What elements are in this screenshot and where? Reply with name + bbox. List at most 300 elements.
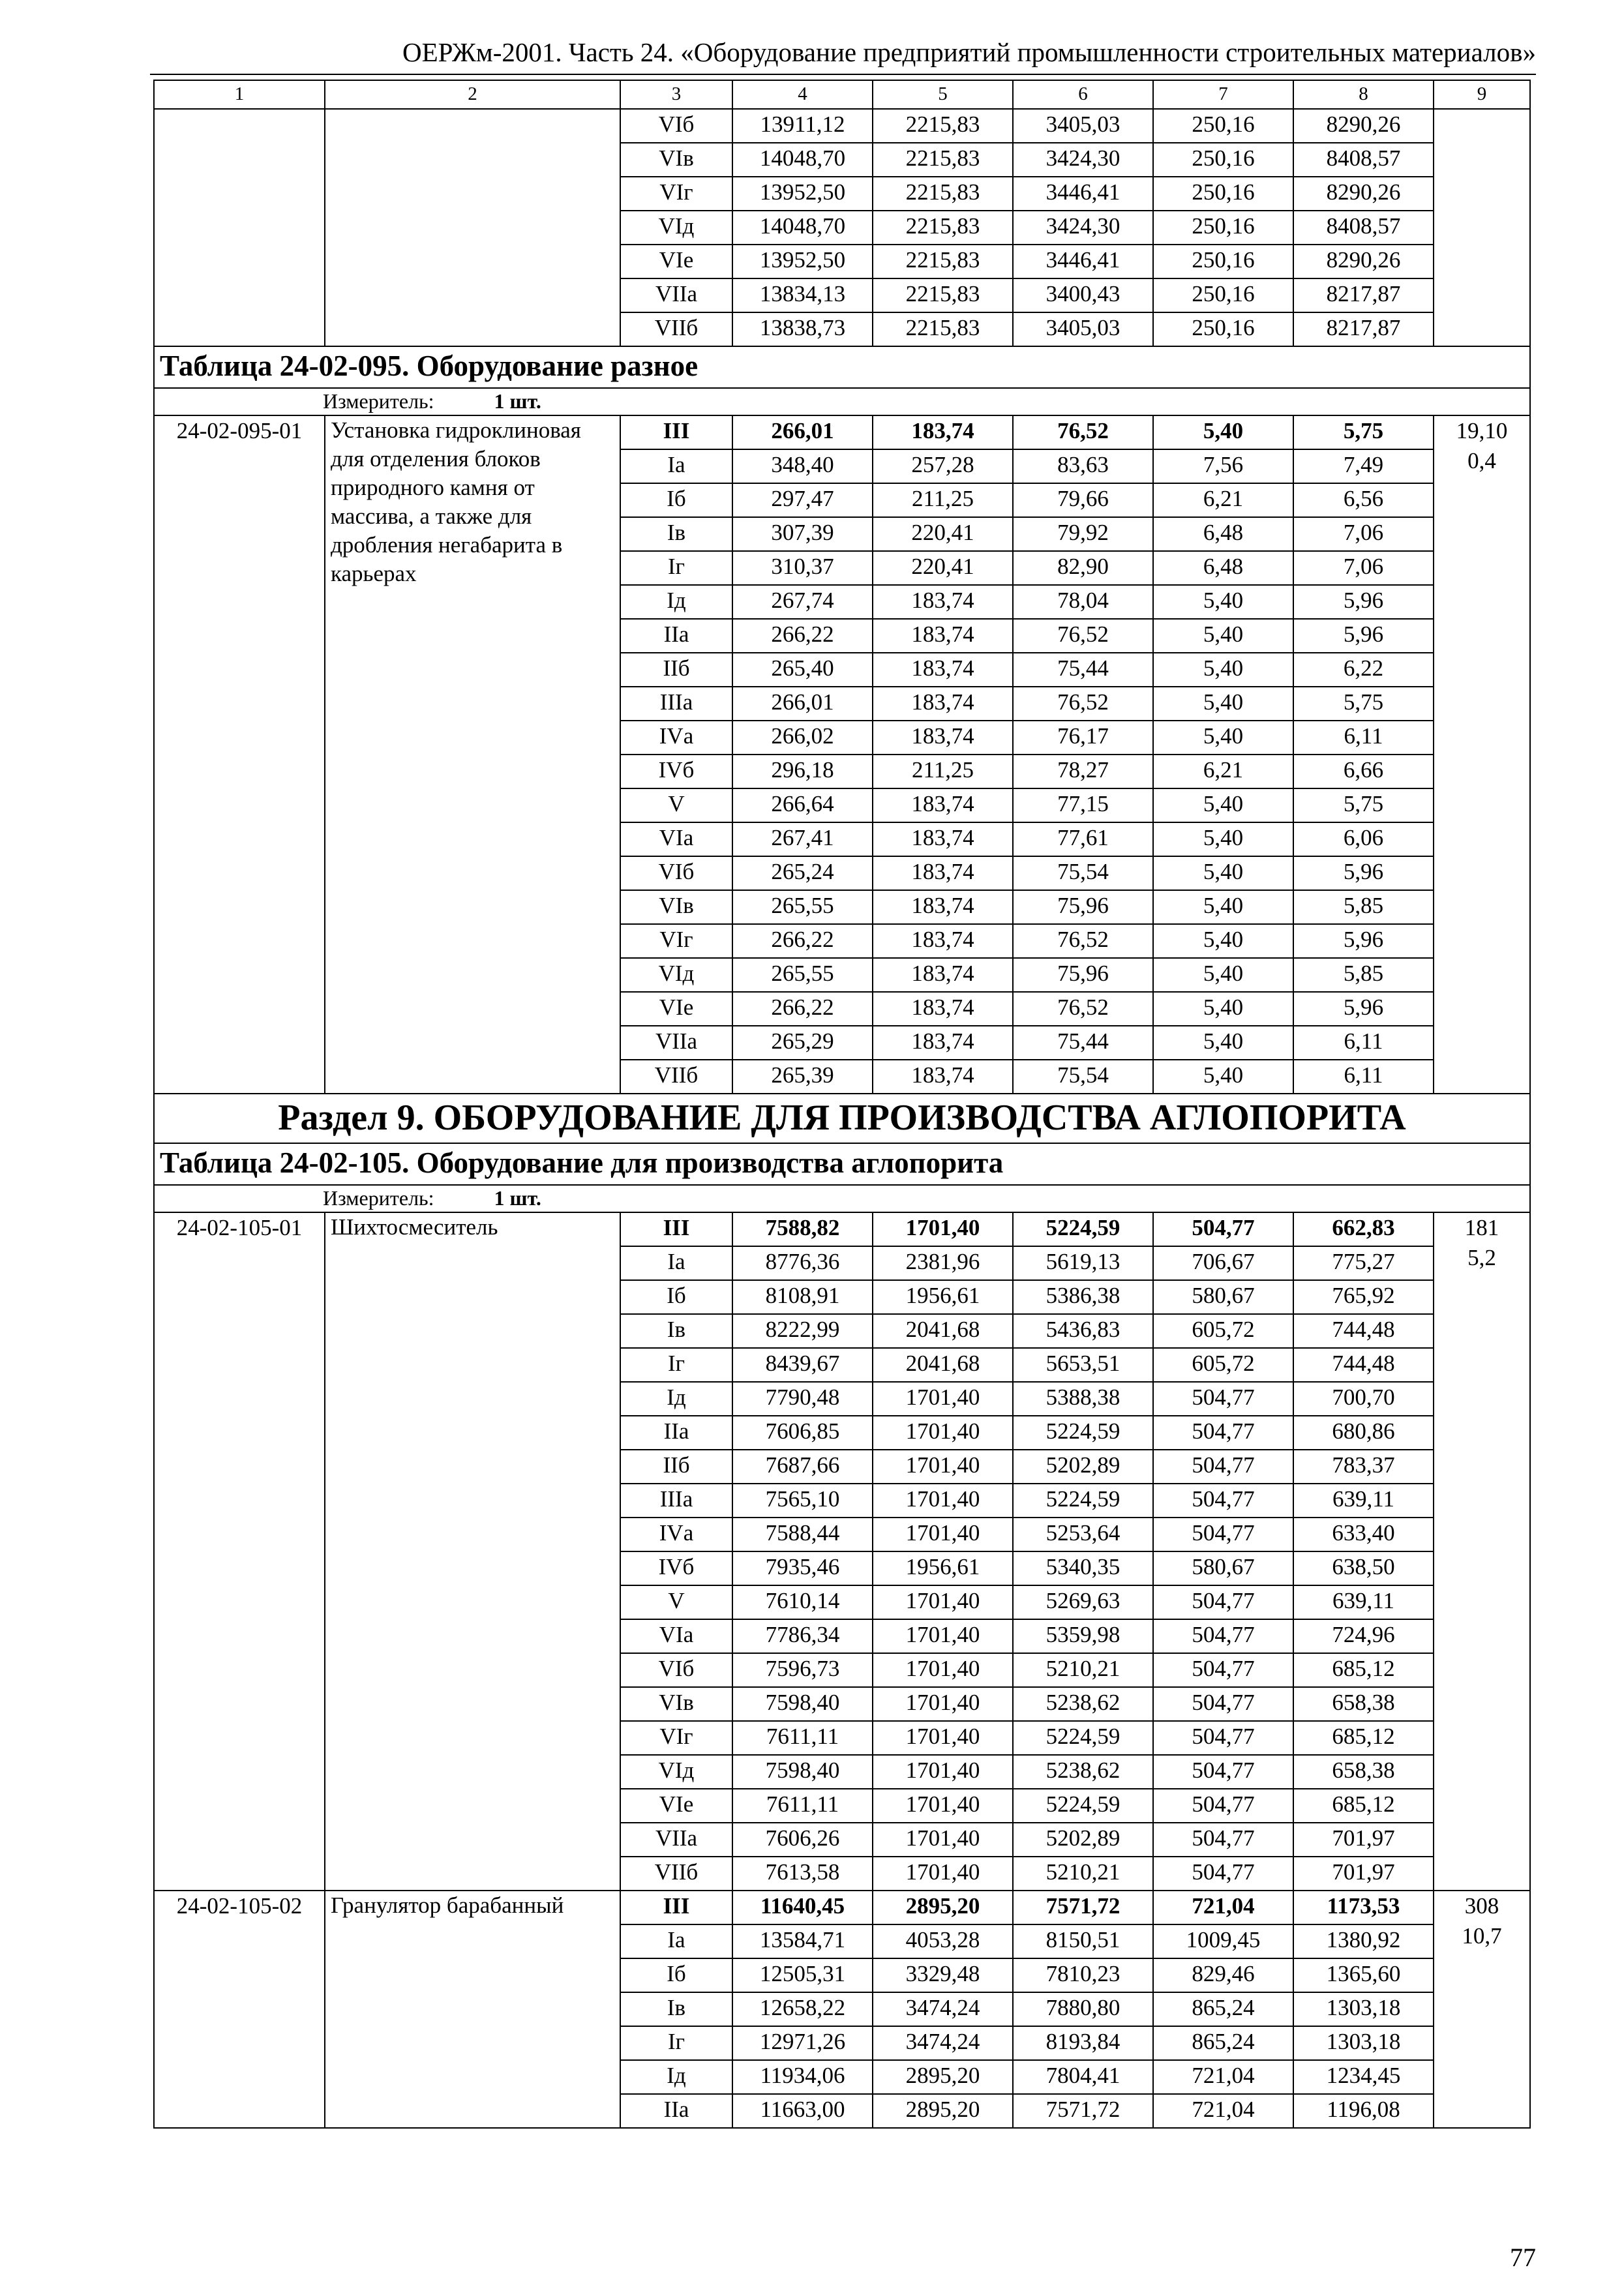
value-cell: 8108,91 [732, 1280, 873, 1314]
value-cell: 1701,40 [873, 1450, 1013, 1484]
value-cell: 7613,58 [732, 1857, 873, 1891]
value-cell: 183,74 [873, 822, 1013, 856]
measure-label: Измеритель: [323, 389, 434, 413]
value-cell: 3424,30 [1013, 211, 1153, 245]
value-cell: 7880,80 [1013, 1992, 1153, 2026]
value-cell: 8408,57 [1293, 143, 1434, 177]
value-cell: 504,77 [1153, 1382, 1293, 1416]
page-number: 77 [1510, 2243, 1536, 2272]
value-cell: 8193,84 [1013, 2026, 1153, 2060]
value-cell: 267,74 [732, 585, 873, 619]
value-cell: 865,24 [1153, 2026, 1293, 2060]
value-cell: 250,16 [1153, 278, 1293, 312]
value-cell: 75,44 [1013, 1026, 1153, 1060]
zone-cell: VIIа [620, 1823, 732, 1857]
value-cell: 1234,45 [1293, 2060, 1434, 2094]
value-cell: 5210,21 [1013, 1653, 1153, 1687]
table-title: Таблица 24-02-105. Оборудование для производства аглопорита [154, 1143, 1530, 1185]
value-cell: 6,22 [1293, 653, 1434, 687]
value-cell: 685,12 [1293, 1653, 1434, 1687]
zone-cell: III [620, 1212, 732, 1246]
value-cell: 7935,46 [732, 1551, 873, 1585]
value-cell: 2215,83 [873, 177, 1013, 211]
zone-cell: VIIб [620, 1857, 732, 1891]
value-cell: 6,11 [1293, 1026, 1434, 1060]
value-cell: 1701,40 [873, 1687, 1013, 1721]
value-cell: 12658,22 [732, 1992, 873, 2026]
value-cell: 1303,18 [1293, 1992, 1434, 2026]
measure-row [154, 1185, 1530, 1212]
value-cell: 783,37 [1293, 1450, 1434, 1484]
value-cell: 13952,50 [732, 177, 873, 211]
value-cell: 2895,20 [873, 2094, 1013, 2128]
zone-cell: IIа [620, 2094, 732, 2128]
value-cell: 8290,26 [1293, 109, 1434, 143]
description-cell: Шихтосмеситель [325, 1212, 620, 1891]
value-cell: 75,96 [1013, 890, 1153, 924]
table-title: Таблица 24-02-095. Оборудование разное [154, 346, 1530, 388]
value-cell: 266,02 [732, 721, 873, 755]
value-cell: 3446,41 [1013, 177, 1153, 211]
value-cell: 1009,45 [1153, 1924, 1293, 1958]
value-cell: 13911,12 [732, 109, 873, 143]
value-cell: 7810,23 [1013, 1958, 1153, 1992]
value-cell: 5,96 [1293, 619, 1434, 653]
value-cell: 266,22 [732, 992, 873, 1026]
measure-cell [154, 388, 1530, 415]
code-cell [154, 109, 325, 346]
table-row [154, 109, 1530, 143]
zone-cell: VIе [620, 992, 732, 1026]
zone-cell: VIб [620, 109, 732, 143]
zone-cell: Iа [620, 449, 732, 483]
value-cell: 11663,00 [732, 2094, 873, 2128]
value-cell: 504,77 [1153, 1653, 1293, 1687]
zone-cell: VIд [620, 1755, 732, 1789]
section-title-row [154, 1094, 1530, 1143]
zone-cell: Iв [620, 1314, 732, 1348]
value-cell: 1701,40 [873, 1653, 1013, 1687]
value-cell: 5269,63 [1013, 1585, 1153, 1619]
col9-cell [1434, 415, 1530, 1094]
zone-cell: Iб [620, 1280, 732, 1314]
value-cell: 75,54 [1013, 1060, 1153, 1094]
value-cell: 5,96 [1293, 585, 1434, 619]
value-cell: 5,96 [1293, 992, 1434, 1026]
value-cell: 744,48 [1293, 1348, 1434, 1382]
value-cell: 12505,31 [732, 1958, 873, 1992]
value-cell: 5,40 [1153, 1026, 1293, 1060]
zone-cell: IIа [620, 1416, 732, 1450]
zone-cell: VIг [620, 177, 732, 211]
zone-cell: Iг [620, 551, 732, 585]
value-cell: 7,49 [1293, 449, 1434, 483]
value-cell: 265,40 [732, 653, 873, 687]
value-cell: 5,40 [1153, 687, 1293, 721]
value-cell: 3329,48 [873, 1958, 1013, 1992]
value-cell: 5,40 [1153, 721, 1293, 755]
value-cell: 8439,67 [732, 1348, 873, 1382]
column-number: 5 [873, 80, 1013, 109]
value-cell: 2215,83 [873, 109, 1013, 143]
value-cell: 250,16 [1153, 109, 1293, 143]
value-cell: 504,77 [1153, 1212, 1293, 1246]
rates-table [153, 80, 1531, 2129]
value-cell: 504,77 [1153, 1416, 1293, 1450]
value-cell: 2895,20 [873, 2060, 1013, 2094]
value-cell: 605,72 [1153, 1348, 1293, 1382]
value-cell: 7610,14 [732, 1585, 873, 1619]
value-cell: 296,18 [732, 755, 873, 788]
value-cell: 3446,41 [1013, 245, 1153, 278]
value-cell: 5,40 [1153, 1060, 1293, 1094]
value-cell: 829,46 [1153, 1958, 1293, 1992]
value-cell: 5,40 [1153, 822, 1293, 856]
value-cell: 6,66 [1293, 755, 1434, 788]
value-cell: 1701,40 [873, 1755, 1013, 1789]
zone-cell: IVб [620, 1551, 732, 1585]
value-cell: 7598,40 [732, 1755, 873, 1789]
column-number: 9 [1434, 80, 1530, 109]
value-cell: 250,16 [1153, 245, 1293, 278]
header-rule [150, 74, 1536, 75]
zone-cell: VIв [620, 890, 732, 924]
value-cell: 724,96 [1293, 1619, 1434, 1653]
value-cell: 7,06 [1293, 551, 1434, 585]
zone-cell: V [620, 788, 732, 822]
value-cell: 183,74 [873, 788, 1013, 822]
zone-cell: Iв [620, 517, 732, 551]
value-cell: 14048,70 [732, 211, 873, 245]
value-cell: 1701,40 [873, 1585, 1013, 1619]
value-cell: 183,74 [873, 653, 1013, 687]
value-cell: 76,52 [1013, 924, 1153, 958]
value-cell: 504,77 [1153, 1721, 1293, 1755]
value-cell: 7,56 [1153, 449, 1293, 483]
value-cell: 662,83 [1293, 1212, 1434, 1246]
value-cell: 183,74 [873, 585, 1013, 619]
value-cell: 1173,53 [1293, 1891, 1434, 1924]
value-cell: 6,11 [1293, 721, 1434, 755]
value-cell: 1701,40 [873, 1518, 1013, 1551]
value-cell: 3424,30 [1013, 143, 1153, 177]
value-cell: 5436,83 [1013, 1314, 1153, 1348]
value-cell: 504,77 [1153, 1450, 1293, 1484]
value-cell: 250,16 [1153, 143, 1293, 177]
value-cell: 13834,13 [732, 278, 873, 312]
value-cell: 77,61 [1013, 822, 1153, 856]
description-cell [325, 109, 620, 346]
value-cell: 5224,59 [1013, 1789, 1153, 1823]
value-cell: 183,74 [873, 721, 1013, 755]
value-cell: 183,74 [873, 958, 1013, 992]
value-cell: 8290,26 [1293, 245, 1434, 278]
value-cell: 2215,83 [873, 312, 1013, 346]
value-cell: 2215,83 [873, 278, 1013, 312]
zone-cell: IIб [620, 1450, 732, 1484]
value-cell: 265,24 [732, 856, 873, 890]
table-095-title-row [154, 346, 1530, 388]
value-cell: 580,67 [1153, 1551, 1293, 1585]
zone-cell: VIв [620, 143, 732, 177]
zone-cell: VIг [620, 1721, 732, 1755]
measure-cell [154, 1185, 1530, 1212]
measure-label: Измеритель: [323, 1186, 434, 1210]
value-cell: 75,54 [1013, 856, 1153, 890]
value-cell: 765,92 [1293, 1280, 1434, 1314]
value-cell: 504,77 [1153, 1585, 1293, 1619]
value-cell: 76,52 [1013, 415, 1153, 449]
measure-row [154, 388, 1530, 415]
value-cell: 6,21 [1153, 755, 1293, 788]
value-cell: 266,01 [732, 415, 873, 449]
value-cell: 265,39 [732, 1060, 873, 1094]
value-cell: 7588,44 [732, 1518, 873, 1551]
value-cell: 6,56 [1293, 483, 1434, 517]
value-cell: 75,44 [1013, 653, 1153, 687]
value-cell: 5224,59 [1013, 1484, 1153, 1518]
value-cell: 211,25 [873, 755, 1013, 788]
value-cell: 4053,28 [873, 1924, 1013, 1958]
value-cell: 5388,38 [1013, 1382, 1153, 1416]
value-cell: 680,86 [1293, 1416, 1434, 1450]
value-cell: 266,22 [732, 619, 873, 653]
value-cell: 8150,51 [1013, 1924, 1153, 1958]
value-cell: 5224,59 [1013, 1212, 1153, 1246]
zone-cell: VIе [620, 245, 732, 278]
value-cell: 82,90 [1013, 551, 1153, 585]
value-cell: 2215,83 [873, 211, 1013, 245]
value-cell: 605,72 [1153, 1314, 1293, 1348]
value-cell: 639,11 [1293, 1585, 1434, 1619]
value-cell: 12971,26 [732, 2026, 873, 2060]
value-cell: 1701,40 [873, 1823, 1013, 1857]
zone-cell: VIIа [620, 1026, 732, 1060]
col9-cell [1434, 1212, 1530, 1891]
value-cell: 79,66 [1013, 483, 1153, 517]
value-cell: 183,74 [873, 1060, 1013, 1094]
value-cell: 1303,18 [1293, 2026, 1434, 2060]
column-number: 2 [325, 80, 620, 109]
value-cell: 220,41 [873, 551, 1013, 585]
value-cell: 183,74 [873, 687, 1013, 721]
value-cell: 5653,51 [1013, 1348, 1153, 1382]
value-cell: 13584,71 [732, 1924, 873, 1958]
measure-unit: 1 шт. [494, 389, 541, 413]
table-row [154, 415, 1530, 449]
value-cell: 183,74 [873, 619, 1013, 653]
value-cell: 8222,99 [732, 1314, 873, 1348]
value-cell: 504,77 [1153, 1857, 1293, 1891]
column-numbers-row [154, 80, 1530, 109]
zone-cell: Iд [620, 585, 732, 619]
value-cell: 6,48 [1153, 517, 1293, 551]
section-title: Раздел 9. ОБОРУДОВАНИЕ ДЛЯ ПРОИЗВОДСТВА АГЛОПОРИТА [154, 1094, 1530, 1143]
value-cell: 250,16 [1153, 177, 1293, 211]
column-number: 6 [1013, 80, 1153, 109]
value-cell: 7571,72 [1013, 2094, 1153, 2128]
value-cell: 1380,92 [1293, 1924, 1434, 1958]
value-cell: 11640,45 [732, 1891, 873, 1924]
zone-cell: IIа [620, 619, 732, 653]
value-cell: 1196,08 [1293, 2094, 1434, 2128]
value-cell: 183,74 [873, 992, 1013, 1026]
value-cell: 504,77 [1153, 1687, 1293, 1721]
zone-cell: VIб [620, 1653, 732, 1687]
value-cell: 78,27 [1013, 755, 1153, 788]
value-cell: 183,74 [873, 890, 1013, 924]
value-cell: 775,27 [1293, 1246, 1434, 1280]
value-cell: 5,40 [1153, 856, 1293, 890]
value-cell: 211,25 [873, 483, 1013, 517]
value-cell: 78,04 [1013, 585, 1153, 619]
value-cell: 5238,62 [1013, 1687, 1153, 1721]
value-cell: 7611,11 [732, 1789, 873, 1823]
value-cell: 5,40 [1153, 924, 1293, 958]
zone-cell: III [620, 415, 732, 449]
value-cell: 13838,73 [732, 312, 873, 346]
measure-unit: 1 шт. [494, 1186, 541, 1210]
value-cell: 658,38 [1293, 1755, 1434, 1789]
zone-cell: IVб [620, 755, 732, 788]
col9-value: 308 [1464, 1893, 1499, 1919]
value-cell: 7596,73 [732, 1653, 873, 1687]
value-cell: 8217,87 [1293, 278, 1434, 312]
zone-cell: Iг [620, 2026, 732, 2060]
value-cell: 13952,50 [732, 245, 873, 278]
value-cell: 721,04 [1153, 1891, 1293, 1924]
value-cell: 5,40 [1153, 619, 1293, 653]
value-cell: 5,40 [1153, 415, 1293, 449]
value-cell: 5,40 [1153, 653, 1293, 687]
zone-cell: IIIа [620, 1484, 732, 1518]
zone-cell: VIа [620, 1619, 732, 1653]
code-cell: 24-02-105-02 [154, 1891, 325, 2128]
value-cell: 265,55 [732, 890, 873, 924]
value-cell: 721,04 [1153, 2094, 1293, 2128]
value-cell: 5359,98 [1013, 1619, 1153, 1653]
zone-cell: VIг [620, 924, 732, 958]
description-cell: Гранулятор барабанный [325, 1891, 620, 2128]
value-cell: 504,77 [1153, 1789, 1293, 1823]
column-number: 8 [1293, 80, 1434, 109]
value-cell: 11934,06 [732, 2060, 873, 2094]
table-105-title-row [154, 1143, 1530, 1185]
value-cell: 5340,35 [1013, 1551, 1153, 1585]
value-cell: 83,63 [1013, 449, 1153, 483]
value-cell: 183,74 [873, 856, 1013, 890]
value-cell: 250,16 [1153, 312, 1293, 346]
value-cell: 297,47 [732, 483, 873, 517]
value-cell: 257,28 [873, 449, 1013, 483]
table-row [154, 1212, 1530, 1246]
value-cell: 5,96 [1293, 856, 1434, 890]
page-header: ОЕРЖм-2001. Часть 24. «Оборудование предприятий промышленности строительных материалов» [402, 37, 1536, 67]
value-cell: 685,12 [1293, 1721, 1434, 1755]
zone-cell: IVа [620, 1518, 732, 1551]
value-cell: 7786,34 [732, 1619, 873, 1653]
value-cell: 5224,59 [1013, 1721, 1153, 1755]
value-cell: 183,74 [873, 415, 1013, 449]
value-cell: 6,21 [1153, 483, 1293, 517]
col9-value: 10,7 [1462, 1923, 1502, 1949]
value-cell: 266,22 [732, 924, 873, 958]
zone-cell: VIб [620, 856, 732, 890]
value-cell: 5,40 [1153, 958, 1293, 992]
value-cell: 7611,11 [732, 1721, 873, 1755]
zone-cell: Iв [620, 1992, 732, 2026]
value-cell: 2215,83 [873, 143, 1013, 177]
value-cell: 265,29 [732, 1026, 873, 1060]
value-cell: 5238,62 [1013, 1755, 1153, 1789]
code-cell: 24-02-095-01 [154, 415, 325, 1094]
value-cell: 266,01 [732, 687, 873, 721]
table-row [154, 1891, 1530, 1924]
value-cell: 701,97 [1293, 1823, 1434, 1857]
value-cell: 2895,20 [873, 1891, 1013, 1924]
zone-cell: VIв [620, 1687, 732, 1721]
zone-cell: IVа [620, 721, 732, 755]
zone-cell: VIIб [620, 1060, 732, 1094]
value-cell: 700,70 [1293, 1382, 1434, 1416]
value-cell: 7606,26 [732, 1823, 873, 1857]
value-cell: 267,41 [732, 822, 873, 856]
value-cell: 7606,85 [732, 1416, 873, 1450]
value-cell: 8776,36 [732, 1246, 873, 1280]
value-cell: 3405,03 [1013, 312, 1153, 346]
value-cell: 2041,68 [873, 1314, 1013, 1348]
value-cell: 5,40 [1153, 788, 1293, 822]
value-cell: 5,75 [1293, 415, 1434, 449]
value-cell: 1701,40 [873, 1382, 1013, 1416]
value-cell: 7598,40 [732, 1687, 873, 1721]
zone-cell: Iг [620, 1348, 732, 1382]
value-cell: 685,12 [1293, 1789, 1434, 1823]
value-cell: 6,11 [1293, 1060, 1434, 1094]
value-cell: 1365,60 [1293, 1958, 1434, 1992]
value-cell: 7571,72 [1013, 1891, 1153, 1924]
column-number: 7 [1153, 80, 1293, 109]
value-cell: 5386,38 [1013, 1280, 1153, 1314]
value-cell: 504,77 [1153, 1484, 1293, 1518]
value-cell: 76,52 [1013, 619, 1153, 653]
zone-cell: VIIа [620, 278, 732, 312]
column-number: 1 [154, 80, 325, 109]
value-cell: 5210,21 [1013, 1857, 1153, 1891]
value-cell: 5202,89 [1013, 1450, 1153, 1484]
zone-cell: VIе [620, 1789, 732, 1823]
col9-value: 181 [1464, 1215, 1499, 1240]
value-cell: 1701,40 [873, 1789, 1013, 1823]
value-cell: 5,40 [1153, 992, 1293, 1026]
value-cell: 5,40 [1153, 890, 1293, 924]
zone-cell: VIд [620, 211, 732, 245]
zone-cell: IIб [620, 653, 732, 687]
value-cell: 79,92 [1013, 517, 1153, 551]
value-cell: 721,04 [1153, 2060, 1293, 2094]
value-cell: 7687,66 [732, 1450, 873, 1484]
value-cell: 5,85 [1293, 958, 1434, 992]
col9-value: 0,4 [1467, 448, 1496, 473]
value-cell: 307,39 [732, 517, 873, 551]
col9-cell [1434, 1891, 1530, 2128]
zone-cell: Iа [620, 1924, 732, 1958]
zone-cell: Iд [620, 1382, 732, 1416]
zone-cell: Iд [620, 2060, 732, 2094]
zone-cell: VIа [620, 822, 732, 856]
value-cell: 6,48 [1153, 551, 1293, 585]
value-cell: 76,52 [1013, 992, 1153, 1026]
